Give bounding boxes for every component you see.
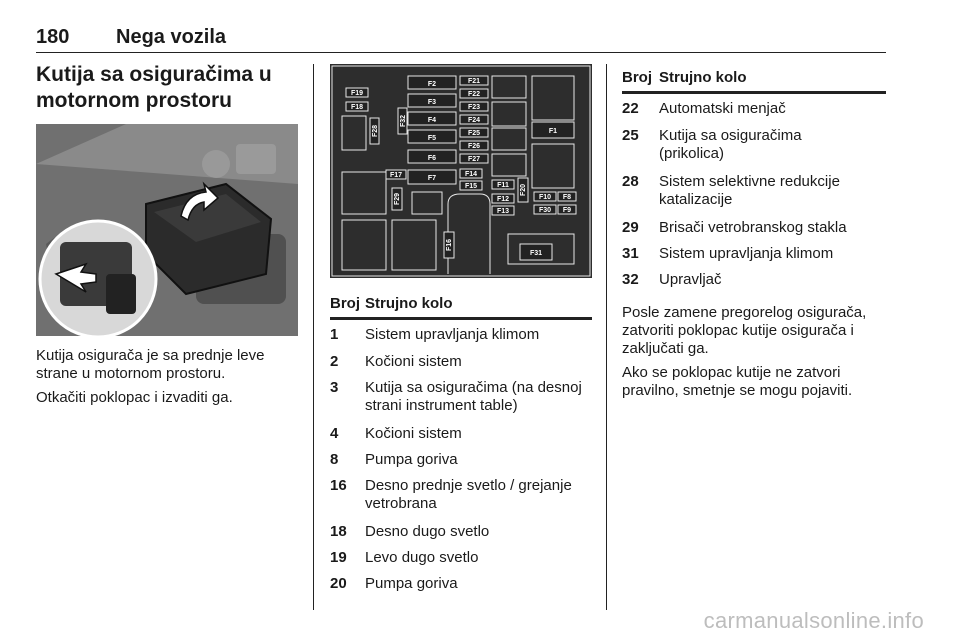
column-header-number: Broj — [330, 295, 360, 312]
table-row — [330, 419, 592, 445]
fuse-label: F14 — [464, 171, 478, 178]
row-description: Pumpa goriva — [365, 451, 458, 468]
row-number: 28 — [622, 173, 639, 190]
row-number: 16 — [330, 477, 347, 494]
fuse-label: F6 — [427, 155, 437, 162]
row-number: 32 — [622, 271, 639, 288]
column-header-circuit: Strujno kolo — [659, 69, 747, 86]
page-number: 180 — [36, 26, 70, 48]
page-title — [36, 62, 306, 114]
row-description: Sistem upravljanja klimom — [365, 326, 540, 343]
row-description: Upravljač — [659, 271, 722, 288]
column-divider — [313, 64, 314, 610]
row-description: Kutija sa osiguračima (prikolica) — [659, 127, 802, 162]
fuse-label: F18 — [350, 104, 364, 111]
row-number: 1 — [330, 326, 339, 343]
fuse-label: F8 — [562, 194, 572, 201]
fuse-label: F24 — [467, 117, 481, 124]
fuse-label: F16 — [446, 238, 453, 252]
table-row — [330, 347, 592, 373]
engine-bay-illustration — [36, 124, 298, 336]
fuse-label: F13 — [496, 208, 510, 215]
table-row — [330, 517, 592, 543]
fuse-label: F27 — [467, 156, 481, 163]
row-number: 3 — [330, 379, 339, 396]
row-description: Desno prednje svetlo / grejanje vetrobrana — [365, 477, 572, 512]
fuse-label: F10 — [538, 194, 552, 201]
fuse-label: F11 — [497, 182, 509, 189]
table-row — [330, 445, 592, 471]
instruction-paragraph: Otkačiti poklopac i izvaditi ga. — [36, 389, 233, 406]
row-description: Brisači vetrobranskog stakla — [659, 219, 847, 236]
fuse-label: F29 — [394, 192, 401, 206]
fuse-label: F17 — [389, 172, 403, 179]
table-row — [622, 265, 886, 291]
fuse-label: F31 — [529, 250, 543, 257]
fuse-label: F21 — [467, 78, 481, 85]
fuse-label: F22 — [467, 91, 481, 98]
table-row — [330, 471, 592, 517]
table-header — [622, 67, 886, 94]
table-row — [622, 213, 886, 239]
row-description: Desno dugo svetlo — [365, 523, 490, 540]
table-row — [330, 569, 592, 595]
row-number: 19 — [330, 549, 347, 566]
row-number: 8 — [330, 451, 339, 468]
table-row — [330, 543, 592, 569]
row-description: Sistem upravljanja klimom — [659, 245, 834, 262]
table-row — [330, 320, 592, 347]
row-number: 25 — [622, 127, 639, 144]
row-description: Kočioni sistem — [365, 353, 462, 370]
fuse-box-drawing — [330, 64, 592, 278]
row-number: 18 — [330, 523, 347, 540]
fuse-label: F30 — [538, 207, 552, 214]
fuse-box-diagram — [330, 64, 592, 278]
title-line: motornom prostoru — [36, 89, 232, 112]
fuse-label: F4 — [427, 117, 437, 124]
fuse-label: F28 — [372, 124, 379, 138]
table-header — [330, 293, 592, 320]
watermark: carmanualsonline.info — [703, 608, 924, 633]
row-number: 31 — [622, 245, 639, 262]
row-description: Levo dugo svetlo — [365, 549, 479, 566]
row-number: 2 — [330, 353, 339, 370]
row-description: Kutija sa osiguračima (na desnoj strani instrument table) — [365, 379, 582, 414]
intro-paragraph: Kutija osigurača je sa prednje leve strane u motornom prostoru. — [36, 347, 265, 382]
row-description: Kočioni sistem — [365, 425, 462, 442]
row-number: 4 — [330, 425, 339, 442]
row-description: Pumpa goriva — [365, 575, 458, 592]
fuse-label: F23 — [467, 104, 481, 111]
column-header-circuit: Strujno kolo — [365, 295, 453, 312]
row-number: 20 — [330, 575, 347, 592]
table-row — [622, 239, 886, 265]
fuse-label: F3 — [427, 99, 437, 106]
table-row — [622, 167, 886, 213]
fuse-label: F1 — [548, 128, 558, 135]
fuse-label: F20 — [520, 183, 527, 197]
column-header-number: Broj — [622, 69, 652, 86]
row-description: Automatski menjač — [659, 100, 786, 117]
row-description: Sistem selektivne redukcije katalizacije — [659, 173, 840, 208]
fuse-label: F12 — [496, 196, 510, 203]
circuit-table-2 — [622, 67, 886, 291]
warning-paragraph: Ako se poklopac kutije ne zatvori pravilno, smetnje se mogu pojaviti. — [622, 364, 853, 399]
fuse-label: F19 — [350, 90, 364, 97]
row-number: 22 — [622, 100, 639, 117]
engine-bay-drawing — [36, 124, 298, 336]
section-title: Nega vozila — [116, 26, 227, 48]
table-row — [622, 94, 886, 121]
fuse-label: F2 — [427, 81, 437, 88]
title-line: Kutija sa osiguračima u — [36, 63, 272, 86]
fuse-label: F5 — [427, 135, 437, 142]
column-divider — [606, 64, 607, 610]
replacement-paragraph: Posle zamene pregorelog osigurača, zatvoriti poklopac kutije osigurača i zaključati ga. — [622, 304, 867, 357]
fuse-label: F7 — [427, 175, 437, 182]
table-row — [622, 121, 886, 167]
page-header — [36, 26, 886, 53]
fuse-label: F15 — [464, 183, 478, 190]
fuse-label: F32 — [400, 114, 407, 128]
table-row — [330, 373, 592, 419]
fuse-label: F25 — [467, 130, 481, 137]
circuit-table-1 — [330, 293, 592, 595]
row-number: 29 — [622, 219, 639, 236]
fuse-label: F9 — [562, 207, 572, 214]
fuse-label: F26 — [467, 143, 481, 150]
